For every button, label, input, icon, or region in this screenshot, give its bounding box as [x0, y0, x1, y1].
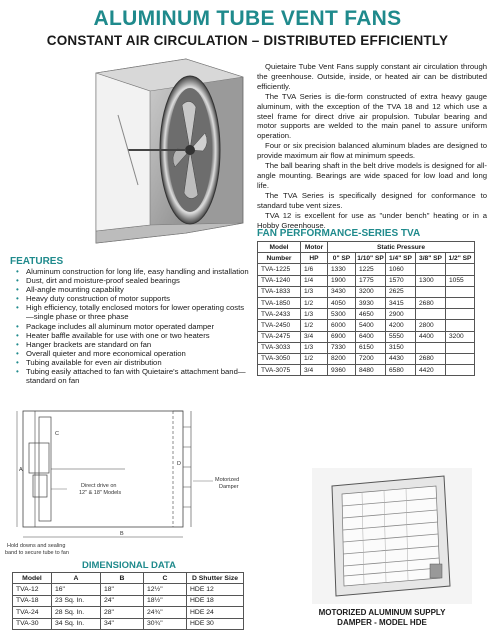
performance-cell: 6400 [356, 331, 386, 342]
hold-down-note: Hold downs and sealing [7, 543, 66, 549]
performance-cell: 1570 [386, 275, 416, 286]
performance-cell: 4430 [386, 353, 416, 364]
features-list [16, 267, 251, 385]
motorized-damper-note: Damper [219, 484, 239, 490]
page-title: ALUMINUM TUBE VENT FANS [93, 7, 402, 30]
col-header-sp: 3/8" SP [416, 253, 446, 264]
feature-item: • Heater baffle available for use with one or two heaters [16, 331, 251, 340]
feature-item: • High efficiency, totally enclosed motors for lower operating costs—single phase or three phase [16, 303, 251, 321]
dimensional-cell: 18½" [144, 595, 187, 606]
dimensional-cell: TVA-12 [13, 584, 52, 595]
col-header-number: Number [258, 253, 301, 264]
col-header-model: Model [258, 242, 301, 253]
col-header-sp: 0" SP [328, 253, 356, 264]
dimensional-cell: HDE 18 [187, 595, 244, 606]
performance-cell: 1775 [356, 275, 386, 286]
dimensional-cell: 24¾" [144, 607, 187, 618]
col-header: Model [13, 573, 52, 584]
tube-fan-photo [78, 55, 253, 247]
page-subtitle: CONSTANT AIR CIRCULATION – DISTRIBUTED EFFICIENTLY [46, 33, 449, 48]
feature-item: • Package includes all aluminum motor operated damper [16, 322, 251, 331]
performance-cell: TVA-3050 [258, 353, 301, 364]
col-header: D Shutter Size [187, 573, 244, 584]
dimension-label-c: C [55, 431, 59, 437]
performance-row [258, 309, 475, 320]
performance-cell: TVA-1850 [258, 297, 301, 308]
feature-item: • Hanger brackets are standard on fan [16, 340, 251, 349]
performance-cell: 1330 [328, 264, 356, 275]
dimensional-table-body [13, 584, 244, 630]
direct-drive-note: Direct drive on [81, 483, 117, 489]
feature-item: • Overall quieter and more economical operation [16, 349, 251, 358]
performance-cell: 1/3 [301, 342, 328, 353]
performance-cell: 3930 [356, 297, 386, 308]
performance-row [258, 320, 475, 331]
features-heading: FEATURES [10, 256, 64, 267]
performance-cell: 1/6 [301, 264, 328, 275]
feature-item: • All-angle mounting capability [16, 285, 251, 294]
hold-down-note: band to secure tube to fan [5, 550, 69, 556]
feature-item: • Tubing easily attached to fan with Quietaire's attachment band—standard on fan [16, 367, 251, 385]
direct-drive-note: 12" & 18" Models [79, 490, 122, 496]
intro-paragraph: Quietaire Tube Vent Fans supply constant air circulation through the greenhouse. Outside, inside, or heated air can be distributed efficiently. [257, 62, 487, 91]
performance-cell [416, 286, 446, 297]
motorized-damper-note: Motorized [215, 477, 240, 483]
performance-table [257, 241, 475, 376]
performance-cell: 4050 [328, 297, 356, 308]
dimensional-cell: HDE 30 [187, 618, 244, 629]
performance-cell: 1/4 [301, 275, 328, 286]
performance-cell: 1900 [328, 275, 356, 286]
performance-cell: 2680 [416, 297, 446, 308]
col-header-motor: Motor [301, 242, 328, 253]
dimensional-cell: TVA-24 [13, 607, 52, 618]
damper-photo [312, 468, 472, 604]
performance-cell: 1060 [386, 264, 416, 275]
dimensional-row [13, 595, 244, 606]
performance-cell: 1/2 [301, 353, 328, 364]
performance-cell: 3415 [386, 297, 416, 308]
dimensional-cell: 28" [101, 607, 144, 618]
dimensional-cell: 12½" [144, 584, 187, 595]
performance-cell: 5550 [386, 331, 416, 342]
performance-cell: TVA-1240 [258, 275, 301, 286]
performance-cell: 1/3 [301, 309, 328, 320]
performance-cell: 2680 [416, 353, 446, 364]
performance-cell: 5400 [356, 320, 386, 331]
col-header-hp: HP [301, 253, 328, 264]
performance-cell: 6900 [328, 331, 356, 342]
feature-item: • Dust, dirt and moisture-proof sealed bearings [16, 276, 251, 285]
dimensional-cell: 18" [101, 584, 144, 595]
dimensional-cell: 28 Sq. In. [52, 607, 101, 618]
col-header: B [101, 573, 144, 584]
performance-cell: 3/4 [301, 365, 328, 376]
performance-table-body [258, 264, 475, 376]
dimensional-cell: 24" [101, 595, 144, 606]
feature-item: • Aluminum construction for long life, easy handling and installation [16, 267, 251, 276]
performance-cell [446, 353, 475, 364]
damper-caption-line: MOTORIZED ALUMINUM SUPPLY [318, 608, 446, 617]
performance-cell: TVA-2433 [258, 309, 301, 320]
dimension-label-d: D [177, 461, 181, 467]
col-header: C [144, 573, 187, 584]
dimensional-cell: 16" [52, 584, 101, 595]
performance-row [258, 353, 475, 364]
performance-cell: 3/4 [301, 331, 328, 342]
dimensional-cell: HDE 12 [187, 584, 244, 595]
performance-cell [446, 297, 475, 308]
damper-caption [282, 608, 482, 628]
performance-cell: 5300 [328, 309, 356, 320]
performance-cell: 3200 [446, 331, 475, 342]
performance-cell: 4420 [416, 365, 446, 376]
dimensional-cell: TVA-30 [13, 618, 52, 629]
performance-row [258, 275, 475, 286]
col-header-sp: 1/2" SP [446, 253, 475, 264]
performance-cell: 1225 [356, 264, 386, 275]
dimensional-cell: 30¾" [144, 618, 187, 629]
intro-paragraph: The TVA Series is specifically designed for conformance to standard tube vent sizes. [257, 190, 487, 210]
dimensional-row [13, 584, 244, 595]
performance-row [258, 297, 475, 308]
performance-cell: 4400 [416, 331, 446, 342]
performance-cell [446, 286, 475, 297]
feature-item: • Heavy duty construction of motor supports [16, 294, 251, 303]
performance-cell: 1055 [446, 275, 475, 286]
performance-cell [446, 342, 475, 353]
performance-cell: 7200 [356, 353, 386, 364]
dimensional-heading: DIMENSIONAL DATA [82, 560, 176, 571]
performance-cell: 1300 [416, 275, 446, 286]
intro-paragraph: Four or six precision balanced aluminum blades are designed to provide maximum air flow at minimum speeds. [257, 141, 487, 161]
performance-cell: 6580 [386, 365, 416, 376]
performance-cell: TVA-1225 [258, 264, 301, 275]
performance-cell [446, 320, 475, 331]
intro-paragraph: The ball bearing shaft in the belt drive models is designed for all-angle mounting. Bearings are wide spaced for low load and long life. [257, 161, 487, 190]
dimension-label-a: A [19, 467, 23, 473]
dimensional-row [13, 607, 244, 618]
performance-cell [416, 264, 446, 275]
dimensional-row [13, 618, 244, 629]
performance-cell: 1/2 [301, 320, 328, 331]
performance-cell: 2625 [386, 286, 416, 297]
performance-cell: 1/2 [301, 297, 328, 308]
intro-paragraph: TVA 12 is excellent for use as "under bench" heating or in a Hobby Greenhouse. [257, 210, 487, 230]
dimension-diagram [5, 397, 260, 557]
intro-paragraph: The TVA Series is die-form constructed of extra heavy gauge aluminum, with the exception of the TVA 18 and 12 which use a steel frame for direct drive air propulsion. Tubular bearing and motor supports are welded to the main panel to assure uniform operation. [257, 91, 487, 141]
performance-cell: TVA-3033 [258, 342, 301, 353]
performance-cell: TVA-3075 [258, 365, 301, 376]
performance-cell [446, 365, 475, 376]
performance-cell: 1/3 [301, 286, 328, 297]
performance-cell: 2800 [416, 320, 446, 331]
damper-caption-line: DAMPER - MODEL HDE [337, 618, 427, 627]
dimensional-cell: TVA-18 [13, 595, 52, 606]
performance-cell: 3430 [328, 286, 356, 297]
performance-cell: 4200 [386, 320, 416, 331]
performance-cell: 3200 [356, 286, 386, 297]
intro-text [257, 62, 487, 230]
dimension-label-b: B [120, 531, 124, 537]
col-header-sp: 1/10" SP [356, 253, 386, 264]
performance-cell [416, 342, 446, 353]
col-header: A [52, 573, 101, 584]
performance-row [258, 342, 475, 353]
dimensional-cell: 34 Sq. In. [52, 618, 101, 629]
performance-cell: TVA-2475 [258, 331, 301, 342]
performance-cell [446, 264, 475, 275]
performance-cell: TVA-2450 [258, 320, 301, 331]
performance-row [258, 264, 475, 275]
performance-cell [446, 309, 475, 320]
performance-cell: 7330 [328, 342, 356, 353]
performance-cell: 2900 [386, 309, 416, 320]
performance-row [258, 365, 475, 376]
dimensional-cell: HDE 24 [187, 607, 244, 618]
performance-cell: 8480 [356, 365, 386, 376]
feature-item: • Tubing available for even air distribution [16, 358, 251, 367]
performance-cell: 6000 [328, 320, 356, 331]
col-header-static-pressure: Static Pressure [328, 242, 475, 253]
performance-cell: 3150 [386, 342, 416, 353]
performance-cell: 4650 [356, 309, 386, 320]
dimensional-cell: 34" [101, 618, 144, 629]
performance-cell: 8200 [328, 353, 356, 364]
performance-heading: FAN PERFORMANCE-SERIES TVA [257, 228, 421, 239]
performance-row [258, 286, 475, 297]
performance-cell: 6150 [356, 342, 386, 353]
performance-cell [416, 309, 446, 320]
performance-cell: TVA-1833 [258, 286, 301, 297]
dimensional-table [12, 572, 244, 630]
dimensional-cell: 23 Sq. In. [52, 595, 101, 606]
col-header-sp: 1/4" SP [386, 253, 416, 264]
performance-cell: 9360 [328, 365, 356, 376]
performance-row [258, 331, 475, 342]
